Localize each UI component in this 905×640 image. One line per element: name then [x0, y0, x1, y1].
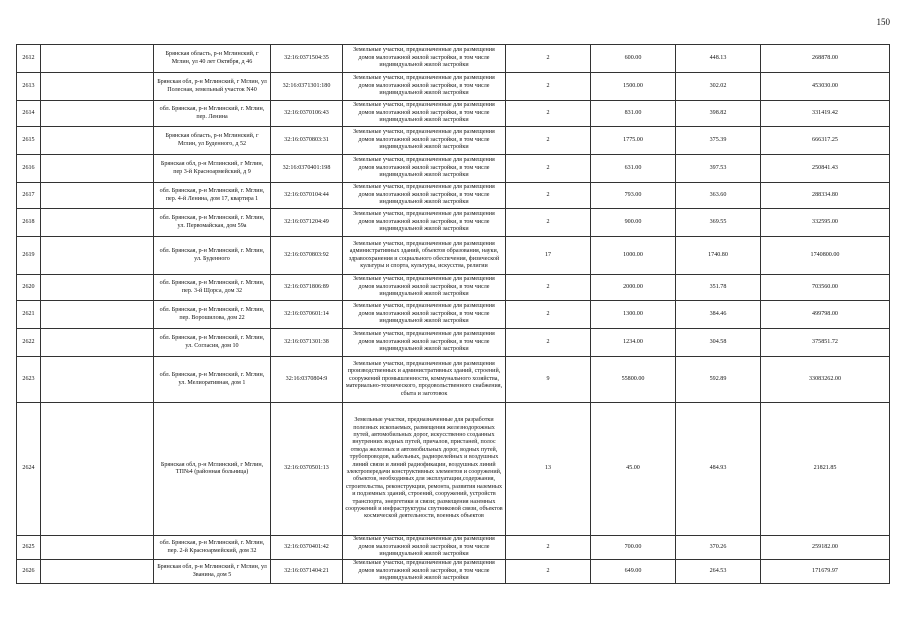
- specific-value-cell: 351.78: [676, 275, 761, 301]
- area-cell: 631.00: [591, 155, 676, 183]
- row-number-cell: 2620: [17, 275, 41, 301]
- empty-cell: [41, 183, 154, 209]
- cadastral-value-cell: 33083262.00: [761, 357, 890, 403]
- row-number-cell: 2614: [17, 101, 41, 127]
- empty-cell: [41, 155, 154, 183]
- specific-value-cell: 363.60: [676, 183, 761, 209]
- land-use-description-cell: Земельные участки, предназначенные для размещения домов малоэтажной жилой застройки, в том числе индивидуальной жилой застройки: [343, 560, 506, 584]
- address-cell: обл. Брянская, р-н Мглинский, г. Мглин, ул. Согласия, дом 10: [154, 329, 271, 357]
- area-cell: 649.00: [591, 560, 676, 584]
- area-cell: 600.00: [591, 45, 676, 73]
- group-cell: 2: [506, 101, 591, 127]
- address-cell: Брянская обл, р-н Мглинский, г Мглин, ул Званина, дом 5: [154, 560, 271, 584]
- group-cell: 2: [506, 209, 591, 237]
- area-cell: 1775.00: [591, 127, 676, 155]
- address-cell: обл. Брянская, р-н Мглинский, г. Мглин, пер. 3-й Щорса, дом 32: [154, 275, 271, 301]
- cadastral-value-cell: 332595.00: [761, 209, 890, 237]
- cadastral-number-cell: 32:16:0370804:9: [271, 357, 343, 403]
- group-cell: 2: [506, 45, 591, 73]
- row-number-cell: 2621: [17, 301, 41, 329]
- group-cell: 2: [506, 275, 591, 301]
- row-number-cell: 2622: [17, 329, 41, 357]
- table-row: [17, 237, 890, 275]
- address-cell: обл. Брянская, р-н Мглинский, г. Мглин, ул. Буденного: [154, 237, 271, 275]
- table-row: [17, 560, 890, 584]
- specific-value-cell: 264.53: [676, 560, 761, 584]
- table-row: [17, 183, 890, 209]
- row-number-cell: 2616: [17, 155, 41, 183]
- group-cell: 2: [506, 536, 591, 560]
- row-number-cell: 2619: [17, 237, 41, 275]
- cadastral-value-cell: 1740800.00: [761, 237, 890, 275]
- cadastral-value-cell: 259182.00: [761, 536, 890, 560]
- cadastral-number-cell: 32:16:0370401:198: [271, 155, 343, 183]
- land-use-description-cell: Земельные участки, предназначенные для размещения административных зданий, объектов образования, науки, здравоохранения и социального обеспечения, физической культуры и спорта, культуры, искусства, религии: [343, 237, 506, 275]
- empty-cell: [41, 357, 154, 403]
- table-row: [17, 73, 890, 101]
- land-use-description-cell: Земельные участки, предназначенные для размещения домов малоэтажной жилой застройки, в том числе индивидуальной жилой застройки: [343, 45, 506, 73]
- cadastral-number-cell: 32:16:0370106:43: [271, 101, 343, 127]
- address-cell: обл. Брянская, р-н Мглинский, г. Мглин, пер. 2-й Красноармейский, дом 32: [154, 536, 271, 560]
- specific-value-cell: 375.39: [676, 127, 761, 155]
- area-cell: 900.00: [591, 209, 676, 237]
- cadastral-number-cell: 32:16:0371301:180: [271, 73, 343, 101]
- cadastral-value-cell: 331419.42: [761, 101, 890, 127]
- specific-value-cell: 448.13: [676, 45, 761, 73]
- empty-cell: [41, 237, 154, 275]
- address-cell: обл. Брянская, р-н Мглинский, г. Мглин, пер. 4-й Ленина, дом 17, квартира 1: [154, 183, 271, 209]
- address-cell: Брянская область, р-н Мглинский, г Мглин, ул Буденного, д 52: [154, 127, 271, 155]
- row-number-cell: 2623: [17, 357, 41, 403]
- cadastral-number-cell: 32:16:0370803:92: [271, 237, 343, 275]
- empty-cell: [41, 560, 154, 584]
- specific-value-cell: 397.53: [676, 155, 761, 183]
- empty-cell: [41, 301, 154, 329]
- land-use-description-cell: Земельные участки, предназначенные для размещения домов малоэтажной жилой застройки, в том числе индивидуальной жилой застройки: [343, 301, 506, 329]
- address-cell: Брянская обл, р-н Мглинский, г Мглин, пер 3-й Красноармейский, д 9: [154, 155, 271, 183]
- empty-cell: [41, 329, 154, 357]
- cadastral-number-cell: 32:16:0370601:14: [271, 301, 343, 329]
- table-row: [17, 536, 890, 560]
- group-cell: 2: [506, 301, 591, 329]
- cadastral-value-table: [16, 44, 890, 584]
- land-use-description-cell: Земельные участки, предназначенные для размещения домов малоэтажной жилой застройки, в том числе индивидуальной жилой застройки: [343, 209, 506, 237]
- address-cell: Брянская обл, р-н Мглинский, г Мглин, ТП№4 (районная больница): [154, 403, 271, 536]
- specific-value-cell: 369.55: [676, 209, 761, 237]
- table-row: [17, 329, 890, 357]
- specific-value-cell: 1740.80: [676, 237, 761, 275]
- land-use-description-cell: Земельные участки, предназначенные для размещения домов малоэтажной жилой застройки, в том числе индивидуальной жилой застройки: [343, 536, 506, 560]
- cadastral-number-cell: 32:16:0371404:21: [271, 560, 343, 584]
- land-use-description-cell: Земельные участки, предназначенные для размещения домов малоэтажной жилой застройки, в том числе индивидуальной жилой застройки: [343, 183, 506, 209]
- address-cell: обл. Брянская, р-н Мглинский, г. Мглин, ул. Мелиоративная, дом 1: [154, 357, 271, 403]
- cadastral-value-cell: 666317.25: [761, 127, 890, 155]
- cadastral-value-cell: 453030.00: [761, 73, 890, 101]
- table-row: [17, 127, 890, 155]
- row-number-cell: 2615: [17, 127, 41, 155]
- cadastral-value-cell: 288334.80: [761, 183, 890, 209]
- area-cell: 55800.00: [591, 357, 676, 403]
- cadastral-value-cell: 21821.85: [761, 403, 890, 536]
- empty-cell: [41, 101, 154, 127]
- row-number-cell: 2618: [17, 209, 41, 237]
- land-use-description-cell: Земельные участки, предназначенные для разработки полезных ископаемых, размещения железнодорожных путей, автомобильных дорог, искусственно созданных внутренних водных путей, причалов, пристаней, полос отвода железных и автомобильных дорог, водных путей, трубопроводов, кабельных, радиорелейных и воздушных линий связи и линий радиофикации, воздушных линий электропередачи конструктивных элементов и сооружений, объектов, необходимых для эксплуатации,содержания, строительства, реконструкции, ремонта, развития наземных и подземных зданий, строений, сооружений, устройств транспорта, энергетики и связи; размещения наземных сооружений и инфраструктуры спутниковой связи, объектов космической деятельности, военных объектов: [343, 403, 506, 536]
- cadastral-number-cell: 32:16:0370803:31: [271, 127, 343, 155]
- address-cell: обл. Брянская, р-н Мглинский, г. Мглин, пер. Ворошилова, дом 22: [154, 301, 271, 329]
- cadastral-number-cell: 32:16:0370501:13: [271, 403, 343, 536]
- empty-cell: [41, 209, 154, 237]
- row-number-cell: 2617: [17, 183, 41, 209]
- specific-value-cell: 592.89: [676, 357, 761, 403]
- row-number-cell: 2625: [17, 536, 41, 560]
- area-cell: 831.00: [591, 101, 676, 127]
- group-cell: 2: [506, 560, 591, 584]
- land-use-description-cell: Земельные участки, предназначенные для размещения домов малоэтажной жилой застройки, в том числе индивидуальной жилой застройки: [343, 127, 506, 155]
- empty-cell: [41, 275, 154, 301]
- table-row: [17, 209, 890, 237]
- cadastral-number-cell: 32:16:0371806:89: [271, 275, 343, 301]
- specific-value-cell: 484.93: [676, 403, 761, 536]
- cadastral-value-cell: 703560.00: [761, 275, 890, 301]
- row-number-cell: 2626: [17, 560, 41, 584]
- area-cell: 1234.00: [591, 329, 676, 357]
- table-row: [17, 155, 890, 183]
- land-use-description-cell: Земельные участки, предназначенные для размещения производственных и административных зданий, строений, сооружений промышленности, коммунального хозяйства, материально-технического, продовольственного снабжения, сбыта и заготовок: [343, 357, 506, 403]
- address-cell: Брянская область, р-н Мглинский, г Мглин, ул 40 лет Октября, д 46: [154, 45, 271, 73]
- area-cell: 1500.00: [591, 73, 676, 101]
- cadastral-value-cell: 499798.00: [761, 301, 890, 329]
- area-cell: 1000.00: [591, 237, 676, 275]
- cadastral-value-cell: 268878.00: [761, 45, 890, 73]
- cadastral-value-cell: 375851.72: [761, 329, 890, 357]
- area-cell: 45.00: [591, 403, 676, 536]
- land-use-description-cell: Земельные участки, предназначенные для размещения домов малоэтажной жилой застройки, в том числе индивидуальной жилой застройки: [343, 101, 506, 127]
- page-number: 150: [876, 17, 890, 27]
- area-cell: 1300.00: [591, 301, 676, 329]
- group-cell: 13: [506, 403, 591, 536]
- cadastral-number-cell: 32:16:0371204:49: [271, 209, 343, 237]
- row-number-cell: 2613: [17, 73, 41, 101]
- table-row: [17, 301, 890, 329]
- specific-value-cell: 302.02: [676, 73, 761, 101]
- specific-value-cell: 384.46: [676, 301, 761, 329]
- specific-value-cell: 370.26: [676, 536, 761, 560]
- table-row: [17, 45, 890, 73]
- empty-cell: [41, 73, 154, 101]
- group-cell: 17: [506, 237, 591, 275]
- row-number-cell: 2624: [17, 403, 41, 536]
- cadastral-number-cell: 32:16:0370401:42: [271, 536, 343, 560]
- empty-cell: [41, 403, 154, 536]
- group-cell: 2: [506, 73, 591, 101]
- cadastral-number-cell: 32:16:0371301:38: [271, 329, 343, 357]
- empty-cell: [41, 45, 154, 73]
- cadastral-value-cell: 171679.97: [761, 560, 890, 584]
- specific-value-cell: 398.82: [676, 101, 761, 127]
- cadastral-value-cell: 250841.43: [761, 155, 890, 183]
- address-cell: Брянская обл, р-н Мглинский, г Мглин, ул Полесная, земельный участок N40: [154, 73, 271, 101]
- area-cell: 793.00: [591, 183, 676, 209]
- specific-value-cell: 304.58: [676, 329, 761, 357]
- land-use-description-cell: Земельные участки, предназначенные для размещения домов малоэтажной жилой застройки, в том числе индивидуальной жилой застройки: [343, 275, 506, 301]
- group-cell: 2: [506, 155, 591, 183]
- group-cell: 9: [506, 357, 591, 403]
- table-row: [17, 403, 890, 536]
- group-cell: 2: [506, 127, 591, 155]
- land-use-description-cell: Земельные участки, предназначенные для размещения домов малоэтажной жилой застройки, в том числе индивидуальной жилой застройки: [343, 155, 506, 183]
- area-cell: 700.00: [591, 536, 676, 560]
- row-number-cell: 2612: [17, 45, 41, 73]
- land-use-description-cell: Земельные участки, предназначенные для размещения домов малоэтажной жилой застройки, в том числе индивидуальной жилой застройки: [343, 329, 506, 357]
- table-row: [17, 357, 890, 403]
- cadastral-number-cell: 32:16:0370104:44: [271, 183, 343, 209]
- address-cell: обл. Брянская, р-н Мглинский, г. Мглин, ул. Первомайская, дом 59а: [154, 209, 271, 237]
- empty-cell: [41, 536, 154, 560]
- cadastral-number-cell: 32:16:0371504:35: [271, 45, 343, 73]
- table-row: [17, 101, 890, 127]
- table-row: [17, 275, 890, 301]
- group-cell: 2: [506, 329, 591, 357]
- group-cell: 2: [506, 183, 591, 209]
- area-cell: 2000.00: [591, 275, 676, 301]
- land-use-description-cell: Земельные участки, предназначенные для размещения домов малоэтажной жилой застройки, в том числе индивидуальной жилой застройки: [343, 73, 506, 101]
- empty-cell: [41, 127, 154, 155]
- address-cell: обл. Брянская, р-н Мглинский, г. Мглин, пер. Ленина: [154, 101, 271, 127]
